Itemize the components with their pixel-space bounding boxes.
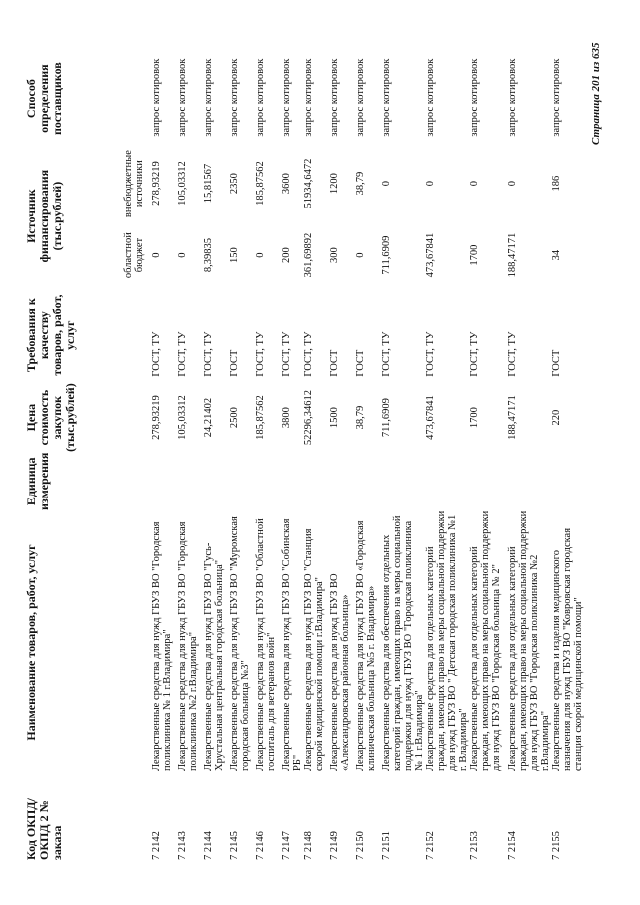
row-name: Лекарственные средства для нужд ГБУЗ ВО "Собинская РБ" — [281, 518, 303, 771]
header-price: Цена стоимость закупок (тыс.рублей) — [24, 383, 77, 452]
row-price: 1700 — [469, 407, 480, 429]
row-code: 7 2149 — [329, 831, 340, 860]
header-code: Код ОКПД/ ОКПД 2 № заказа — [24, 798, 64, 860]
row-price: 185,87562 — [255, 395, 266, 440]
row-unit — [551, 453, 589, 510]
row-extra: 278,93219 — [151, 161, 162, 206]
row-price: 38,79 — [355, 405, 366, 430]
row-method: запрос котировок — [255, 58, 266, 137]
row-name: Лекарственные средства для обеспечения отдельных категорий граждан, имеющих право на меры социальной поддержки для нужд ГБУЗ ВО "Городская поликлиника № 1 г.Владимира" — [381, 515, 425, 771]
row-name: Лекарственные средства для отдельных категорий граждан, имеющих право на меры социальной поддержки для нужд ГБУЗ ВО "Городская больница № 2" — [469, 510, 502, 771]
row-requirements: ГОСТ, ТУ — [281, 331, 292, 377]
row-requirements: ГОСТ, ТУ — [151, 331, 162, 377]
row-unit — [303, 453, 329, 510]
row-method: запрос котировок — [551, 58, 562, 137]
row-regional: 200 — [281, 247, 292, 263]
row-name: Лекарственные средства для отдельных категорий граждан, имеющих право на меры социальной поддержки для нужд ГБУЗ ВО "Городская поликлиника №2 г.Владимира" — [507, 510, 551, 771]
row-extra: 3600 — [281, 173, 292, 195]
row-name: Лекарственные средства для нужд ГБУЗ ВО "Областной госпиталь для ветеранов войн" — [255, 518, 277, 771]
row-code: 7 2151 — [381, 831, 392, 860]
table-row — [229, 53, 255, 860]
row-unit — [381, 453, 425, 510]
row-method: запрос котировок — [469, 58, 480, 137]
row-requirements: ГОСТ, ТУ — [507, 331, 518, 377]
row-name: Лекарственные средства для отдельных категорий граждан, имеющих право на меры социальной поддержки для нужд ГБУЗ ВО " Детская городская поликлиника №1 г. Владимира" — [425, 510, 469, 771]
row-name: Лекарственные средства для нужд ГБУЗ ВО «Городская клиническая больница №5 г. Владимира» — [355, 520, 377, 771]
row-requirements: ГОСТ — [551, 349, 562, 377]
table-row — [177, 53, 203, 860]
row-regional: 361,69892 — [303, 232, 314, 278]
table-row — [329, 53, 355, 860]
row-price: 278,93219 — [151, 395, 162, 440]
row-method: запрос котировок — [303, 58, 314, 137]
row-method: запрос котировок — [229, 58, 240, 137]
row-regional: 473,67841 — [425, 232, 436, 278]
row-code: 7 2142 — [151, 831, 162, 860]
row-code: 7 2155 — [551, 831, 562, 860]
table-row — [303, 53, 329, 860]
row-code: 7 2153 — [469, 831, 480, 860]
row-method: запрос котировок — [329, 58, 340, 137]
row-regional: 0 — [355, 252, 366, 258]
table-row — [425, 53, 469, 860]
header-unit: Единица измерения — [24, 452, 51, 510]
row-regional: 0 — [177, 252, 188, 258]
header-funding-source: Источник финансирования (тыс.рублей) — [24, 169, 64, 263]
table-row — [203, 53, 229, 860]
row-code: 7 2154 — [507, 831, 518, 860]
table-row — [355, 53, 381, 860]
row-unit — [177, 453, 203, 510]
row-code: 7 2146 — [255, 831, 266, 860]
row-regional: 300 — [329, 247, 340, 263]
row-name: Лекарственные средства для нужд ГБУЗ ВО "Городская поликлиника №2 г.Владимира" — [177, 521, 199, 771]
row-unit — [151, 453, 177, 510]
row-price: 24,21402 — [203, 397, 214, 438]
row-extra: 2350 — [229, 173, 240, 195]
row-name: Лекарственные средства для нужд ГБУЗ ВО «Александровская районная больница» — [329, 573, 351, 771]
row-unit — [425, 453, 469, 510]
row-extra: 185,87562 — [255, 161, 266, 206]
row-requirements: ГОСТ — [355, 349, 366, 377]
row-unit — [329, 453, 355, 510]
subheader-extrabudgetary: внебюджетные источники — [123, 150, 145, 218]
row-unit — [355, 453, 381, 510]
row-price: 105,03312 — [177, 395, 188, 440]
table-row — [469, 53, 507, 860]
row-unit — [229, 453, 255, 510]
row-method: запрос котировок — [203, 58, 214, 137]
row-regional: 1700 — [469, 244, 480, 266]
row-code: 7 2144 — [203, 831, 214, 860]
row-price: 188,47171 — [507, 395, 518, 440]
table-row — [281, 53, 303, 860]
row-extra: 105,03312 — [177, 161, 188, 206]
row-price: 220 — [551, 409, 562, 426]
row-method: запрос котировок — [151, 58, 162, 137]
row-requirements: ГОСТ, ТУ — [303, 331, 314, 377]
row-requirements: ГОСТ, ТУ — [425, 331, 436, 377]
row-requirements: ГОСТ — [329, 349, 340, 377]
row-method: запрос котировок — [425, 58, 436, 137]
row-regional: 0 — [255, 252, 266, 258]
row-name: Лекарственные средства для нужд ГБУЗ ВО "Городская поликлиника № 1 г.Владимира" — [151, 521, 173, 771]
procurement-table — [25, 53, 589, 860]
row-regional: 711,6909 — [381, 235, 392, 275]
table-row — [507, 53, 551, 860]
row-code: 7 2150 — [355, 831, 366, 860]
row-price: 711,6909 — [381, 398, 392, 438]
row-method: запрос котировок — [177, 58, 188, 137]
row-code: 7 2152 — [425, 831, 436, 860]
row-price: 3800 — [281, 407, 292, 429]
row-extra: 0 — [425, 180, 436, 187]
row-code: 7 2148 — [303, 831, 314, 860]
row-code: 7 2143 — [177, 831, 188, 860]
row-price: 473,67841 — [425, 395, 436, 440]
row-requirements: ГОСТ, ТУ — [381, 331, 392, 377]
row-regional: 188,47171 — [507, 232, 518, 278]
row-method: запрос котировок — [381, 58, 392, 137]
row-requirements: ГОСТ, ТУ — [203, 331, 214, 377]
row-extra: 51934,6472 — [303, 158, 314, 209]
row-name: Лекарственные средства для нужд ГБУЗ ВО "Станция скорой медицинской помощи г.Владимира" — [303, 528, 325, 771]
row-unit — [255, 453, 281, 510]
row-requirements: ГОСТ, ТУ — [255, 331, 266, 377]
row-code: 7 2147 — [281, 831, 292, 860]
page-number: Страница 201 из 635 — [590, 42, 602, 145]
row-name: Лекарственные средства и изделия медицинского назначения для нужд ГБУЗ ВО "Ковровская городская станция скорой медицинской помощи" — [551, 527, 584, 771]
row-price: 52296,34612 — [303, 390, 314, 446]
row-price: 1500 — [329, 407, 340, 429]
row-price: 2500 — [229, 407, 240, 429]
row-method: запрос котировок — [507, 58, 518, 137]
row-unit — [203, 453, 229, 510]
row-extra: 186 — [551, 175, 562, 192]
row-requirements: ГОСТ, ТУ — [177, 331, 188, 377]
row-regional: 0 — [151, 252, 162, 258]
row-regional: 8,39835 — [203, 238, 214, 273]
table-row — [551, 53, 589, 860]
row-extra: 0 — [507, 180, 518, 187]
row-requirements: ГОСТ — [229, 349, 240, 377]
row-extra: 1200 — [329, 173, 340, 195]
row-requirements: ГОСТ, ТУ — [469, 331, 480, 377]
row-extra: 0 — [381, 180, 392, 187]
row-name: Лекарственные средства для нужд ГБУЗ ВО "Гусь-Хрустальная центральная городская больница" — [203, 542, 225, 771]
header-name: Наименование товаров, работ, услуг — [24, 544, 38, 741]
row-unit — [507, 453, 551, 510]
header-requirements: Требования к качеству товаров, работ, услуг — [24, 294, 77, 376]
row-regional: 150 — [229, 247, 240, 263]
row-unit — [469, 453, 507, 510]
subheader-regional-budget: областной бюджет — [123, 232, 145, 279]
table-row — [255, 53, 281, 860]
table-row — [151, 53, 177, 860]
row-extra: 0 — [469, 180, 480, 187]
row-unit — [281, 453, 303, 510]
row-name: Лекарственные средства для нужд ГБУЗ ВО "Муромская городская больница №3" — [229, 516, 251, 771]
table-row — [381, 53, 425, 860]
row-method: запрос котировок — [355, 58, 366, 137]
row-method: запрос котировок — [281, 58, 292, 137]
row-extra: 15,81567 — [203, 163, 214, 204]
header-method: Способ определения поставщиков — [24, 62, 64, 135]
row-regional: 34 — [551, 249, 562, 261]
row-extra: 38,79 — [355, 171, 366, 196]
row-code: 7 2145 — [229, 831, 240, 860]
